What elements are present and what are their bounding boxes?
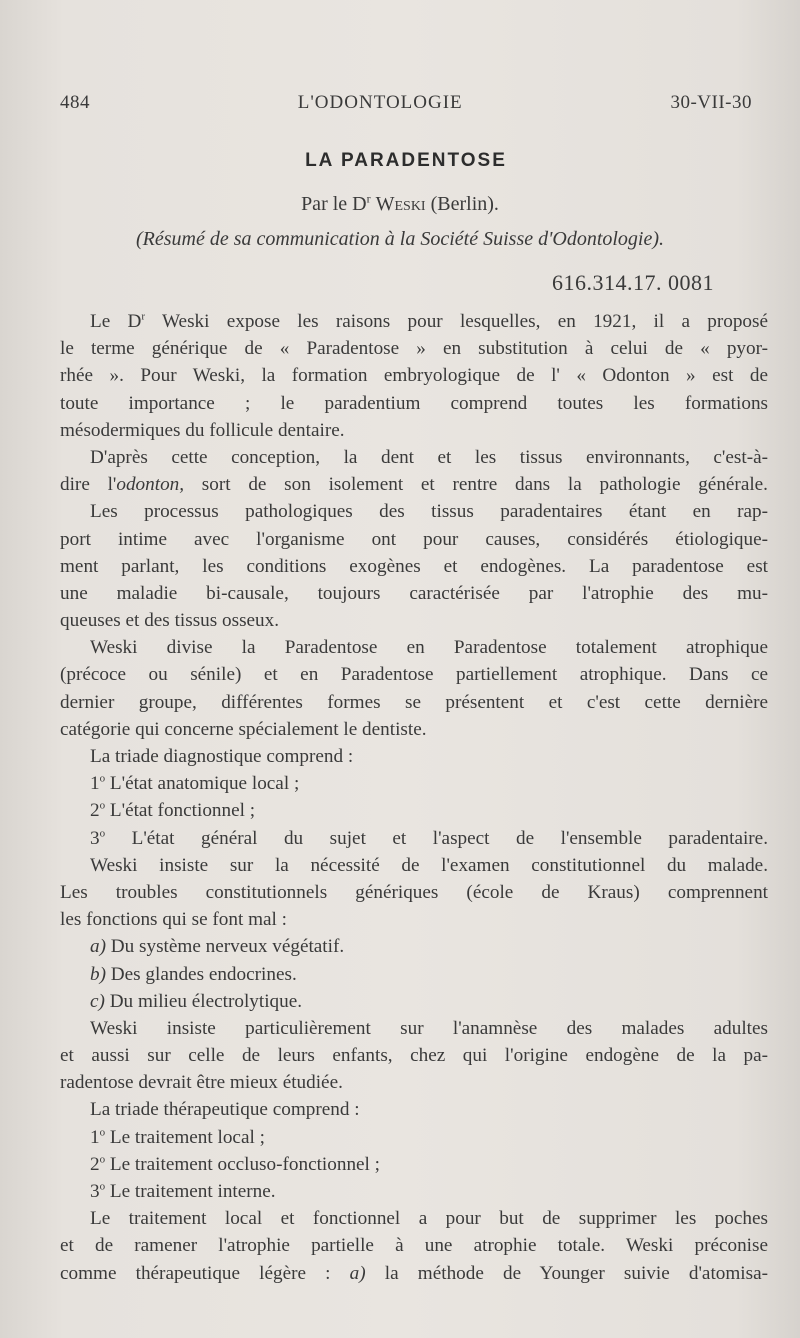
text-span: 2 [90,1153,100,1175]
body-line-10: ment parlant, les conditions exogènes et endogènes. La paradentose est [60,555,768,577]
body-line-12: queuses et des tissus osseux. [60,610,280,632]
text-sup: o [99,772,106,785]
text-sup: o [99,1180,106,1193]
text-sup: r [141,310,146,323]
body-line-02: le terme générique de « Paradentose » en substitution à celui de « pyor- [60,338,768,360]
classification-number: 616.314.17. 0081 [552,270,714,295]
article-subtitle: (Résumé de sa communication à la Société Suisse d'Odontologie). [135,228,665,250]
body-line-19 [60,797,768,824]
text-span: Le traitement occluso-fonctionnel ; [105,1153,381,1175]
text-span: Des glandes endocrines. [105,963,297,985]
text-sup: o [99,827,106,840]
body-line-32 [60,1151,768,1178]
text-span: L'état fonctionnel ; [105,800,256,822]
text-span: 3 [90,1181,100,1202]
body-line-29: radentose devrait être mieux étudiée. [60,1072,343,1094]
body-line-15: dernier groupe, différentes formes se présentent et c'est cette dernière [60,691,768,713]
text-span: dire l' [60,474,117,496]
body-line-11: une maladie bi-causale, toujours caractérisée par l'atrophie des mu- [60,582,768,604]
body-line-23: les fonctions qui se font mal : [60,909,288,931]
issue-date: 30-VII-30 [670,92,752,113]
body-line-05: mésodermiques du follicule dentaire. [60,419,345,441]
body-line-06: D'après cette conception, la dent et les tissus environnants, c'est-à- [90,446,768,468]
text-span: Le D [90,311,142,332]
byline-sup: r [366,191,371,206]
text-span: 1 [90,1126,100,1148]
text-sup: o [99,1153,106,1166]
body-line-04: toute importance ; le paradentium comprend toutes les formations [60,392,768,414]
journal-title: L'ODONTOLOGIE [297,92,463,113]
text-italic: odonton, [116,474,185,496]
body-line-28: et aussi sur celle de leurs enfants, chez qui l'origine endogène de la pa- [60,1045,768,1067]
text-italic: b) [90,963,106,985]
text-span: sort de son isolement et rentre dans la pathologie générale. [184,474,768,496]
body-line-24 [60,933,768,960]
text-italic: a) [349,1262,366,1284]
text-span: la méthode de Younger suivie d'atomisa- [365,1262,768,1284]
article-body [60,308,768,1287]
body-line-31 [60,1124,768,1151]
text-span: L'état général du sujet et l'aspect de l'ensemble paradentaire. [105,827,768,849]
text-span: 2 [90,800,100,822]
text-sup: o [99,799,106,812]
text-span: comme thérapeutique légère : [60,1262,350,1284]
page-number: 484 [60,92,90,113]
body-line-09: port intime avec l'organisme ont pour causes, considérés étiologique- [60,528,768,550]
body-line-27: Weski insiste particulièrement sur l'anamnèse des malades adultes [90,1017,768,1039]
body-line-14: (précoce ou sénile) et en Paradentose partiellement atrophique. Dans ce [60,664,768,686]
byline-author: Weski [375,193,426,215]
text-span: 1 [90,773,100,795]
body-line-07 [60,471,768,498]
page-header [60,92,752,114]
body-line-08: Les processus pathologiques des tissus paradentaires étant en rap- [90,501,768,523]
body-line-26 [60,988,768,1015]
text-italic: a) [90,936,106,958]
body-line-35: et de ramener l'atrophie partielle à une atrophie totale. Weski préconise [60,1235,768,1257]
body-line-16: catégorie qui concerne spécialement le dentiste. [60,718,427,740]
text-span: 3 [90,827,100,849]
body-line-18 [60,770,768,797]
text-span: Le traitement interne. [105,1181,276,1202]
text-span: Du milieu électrolytique. [104,990,303,1012]
body-line-34: Le traitement local et fonctionnel a pour but de supprimer les poches [90,1208,768,1230]
body-line-21: Weski insiste sur la nécessité de l'examen constitutionnel du malade. [90,854,768,876]
body-line-01 [60,308,768,335]
body-line-17: La triade diagnostique comprend : [90,746,354,767]
body-line-13: Weski divise la Paradentose en Paradentose totalement atrophique [90,637,768,659]
body-line-36 [60,1260,768,1287]
body-line-20 [60,825,768,852]
text-span: Du système nerveux végétatif. [105,936,345,958]
text-italic: c) [90,990,105,1012]
text-sup: o [99,1126,106,1139]
byline-prefix: Par le D [301,193,367,215]
body-line-33 [60,1178,768,1205]
byline-suffix: (Berlin). [430,193,499,215]
text-span: Le traitement local ; [105,1126,265,1148]
article-byline [0,193,800,216]
body-line-03: rhée ». Pour Weski, la formation embryologique de l' « Odonton » est de [60,365,768,387]
text-span: Weski expose les raisons pour lesquelles, en 1921, il a proposé [145,311,768,332]
body-line-22: Les troubles constitutionnels génériques (école de Kraus) comprennent [60,881,768,903]
article-title: LA PARADENTOSE [305,150,507,171]
text-span: L'état anatomique local ; [105,773,300,795]
body-line-30: La triade thérapeutique comprend : [90,1099,360,1121]
body-line-25 [60,961,768,988]
